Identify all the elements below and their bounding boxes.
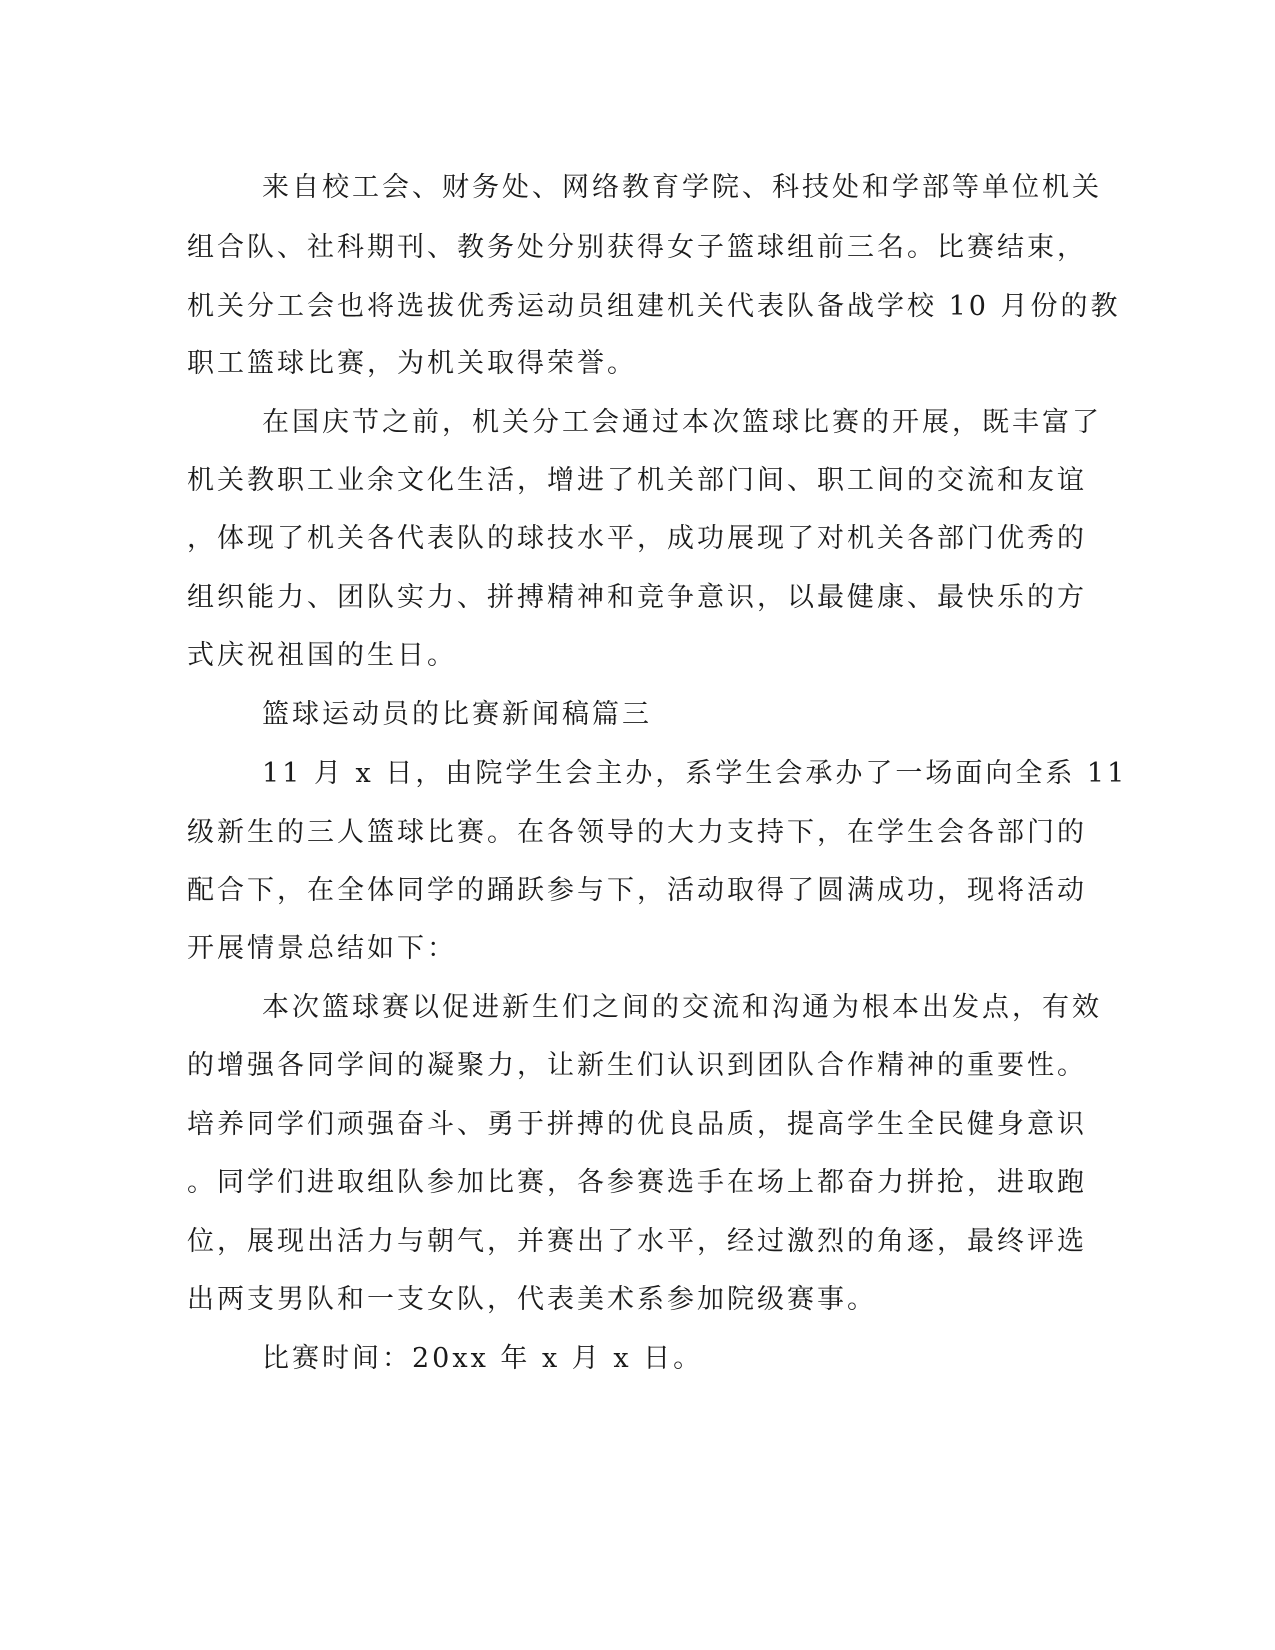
paragraph-line: 职工篮球比赛，为机关取得荣誉。 <box>187 348 637 379</box>
paragraph-line: 位，展现出活力与朝气，并赛出了水平，经过激烈的角逐，最终评选 <box>187 1226 1087 1257</box>
paragraph-line: 本次篮球赛以促进新生们之间的交流和沟通为根本出发点，有效 <box>262 992 1102 1023</box>
paragraph-line: 级新生的三人篮球比赛。在各领导的大力支持下，在学生会各部门的 <box>187 817 1087 848</box>
paragraph-line: 的增强各同学间的凝聚力，让新生们认识到团队合作精神的重要性。 <box>187 1050 1087 1081</box>
paragraph-line: 11 月 x 日，由院学生会主办，系学生会承办了一场面向全系 11 <box>262 758 1128 789</box>
paragraph-line: 机关分工会也将选拔优秀运动员组建机关代表队备战学校 10 月份的教 <box>187 291 1121 322</box>
paragraph-line: 在国庆节之前，机关分工会通过本次篮球比赛的开展，既丰富了 <box>262 407 1102 438</box>
paragraph-line: 式庆祝祖国的生日。 <box>187 640 457 671</box>
paragraph-line: 配合下，在全体同学的踊跃参与下，活动取得了圆满成功，现将活动 <box>187 875 1087 906</box>
paragraph-line: ，体现了机关各代表队的球技水平，成功展现了对机关各部门优秀的 <box>187 523 1087 554</box>
paragraph-line: 比赛时间：20xx 年 x 月 x 日。 <box>262 1343 704 1374</box>
paragraph-line: 机关教职工业余文化生活，增进了机关部门间、职工间的交流和友谊 <box>187 465 1087 496</box>
paragraph-line: 来自校工会、财务处、网络教育学院、科技处和学部等单位机关 <box>262 172 1102 203</box>
paragraph-line: 出两支男队和一支女队，代表美术系参加院级赛事。 <box>187 1284 877 1315</box>
paragraph-line: 。同学们进取组队参加比赛，各参赛选手在场上都奋力拼抢，进取跑 <box>187 1167 1087 1198</box>
paragraph-line: 组合队、社科期刊、教务处分别获得女子篮球组前三名。比赛结束， <box>187 232 1087 263</box>
paragraph-line: 培养同学们顽强奋斗、勇于拼搏的优良品质，提高学生全民健身意识 <box>187 1109 1087 1140</box>
paragraph-line: 组织能力、团队实力、拼搏精神和竞争意识，以最健康、最快乐的方 <box>187 582 1087 613</box>
paragraph-line: 开展情景总结如下： <box>187 933 457 964</box>
section-heading: 篮球运动员的比赛新闻稿篇三 <box>262 699 652 730</box>
